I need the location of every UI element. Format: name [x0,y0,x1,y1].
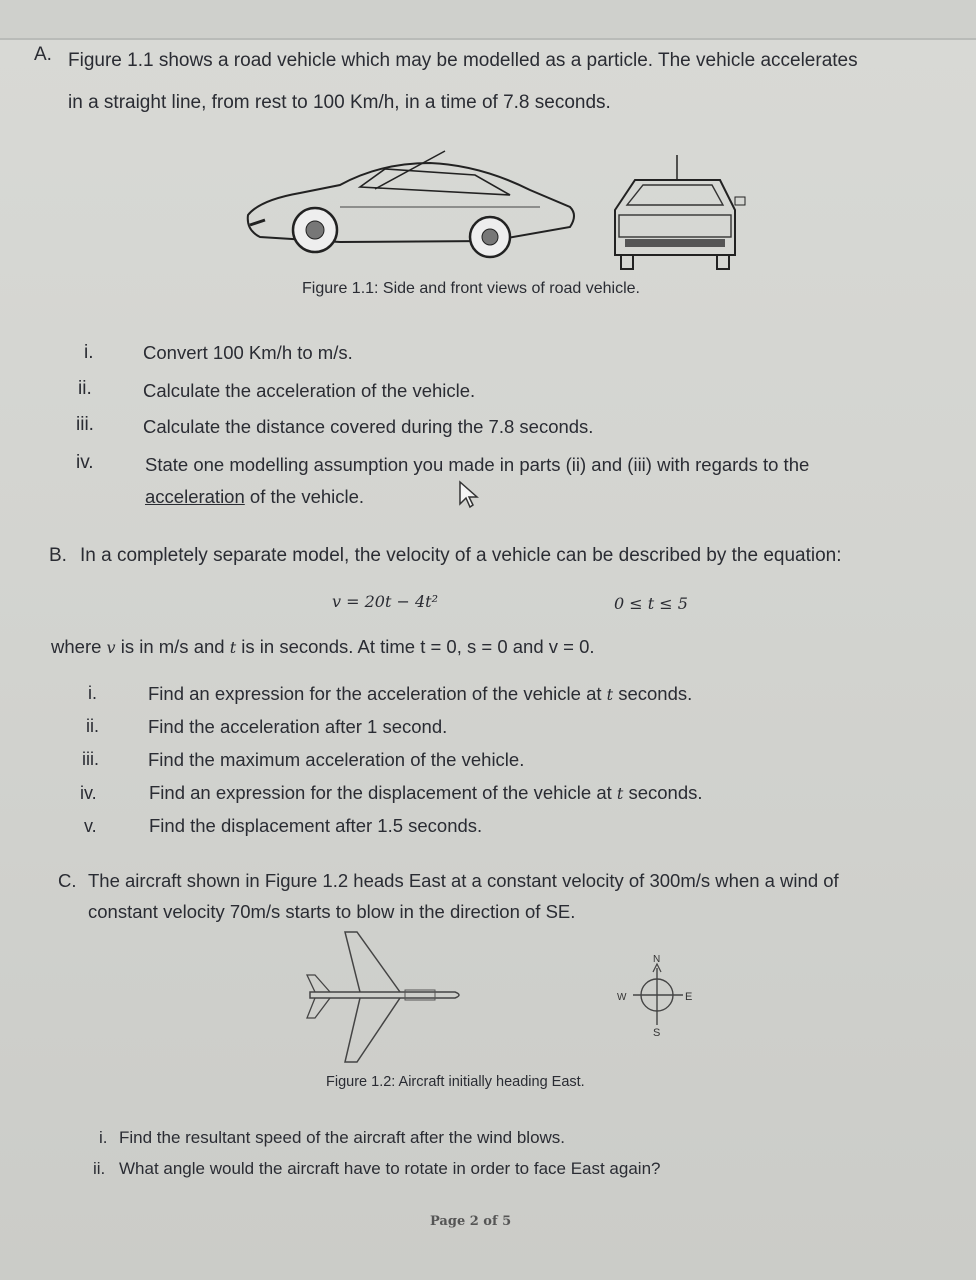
b-item-1-pre: Find an expression for the acceleration of the vehicle at [148,683,602,704]
b-item-3-number: iii. [82,749,99,769]
time-domain: 0 ≤ t ≤ 5 [614,594,688,613]
a-item-3-number: iii. [76,414,94,435]
c-item-1-number: i. [99,1128,108,1147]
c-item-1-text: Find the resultant speed of the aircraft after the wind blows. [119,1128,566,1147]
figure-1-1-caption: Figure 1.1: Side and front views of road vehicle. [302,280,640,297]
b-item-2-text: Find the acceleration after 1 second. [148,716,448,737]
b-item-1-post: seconds. [618,683,693,704]
section-c-line-1: The aircraft shown in Figure 1.2 heads East at a constant velocity of 300m/s when a wind of [88,870,839,891]
aircraft-illustration [305,930,465,1070]
a-item-1-text: Convert 100 Km/h to m/s. [143,342,353,363]
mouse-cursor-icon [458,480,480,508]
a-item-1-number: i. [84,342,94,363]
b-item-5-text: Find the displacement after 1.5 seconds. [149,815,483,836]
page-number-footer: Page 2 of 5 [430,1214,512,1229]
a-item-4-text: State one modelling assumption you made in parts (ii) and (iii) with regards to the [145,454,810,475]
compass-s-label: S [653,1027,661,1039]
b-item-4-var: t [616,784,624,803]
c-item-2-text: What angle would the aircraft have to rotate in order to face East again? [119,1159,661,1178]
car-front-view-illustration [605,155,750,270]
b-item-4-number: iv. [80,783,97,803]
acceleration-underlined-word: acceleration [145,486,245,507]
where-text-2: is in m/s and [120,636,225,657]
a-item-3-text: Calculate the distance covered during the 7.8 seconds. [143,416,594,437]
velocity-equation: v = 20t − 4t² [332,592,439,611]
compass-rose-icon [615,950,705,1040]
a-item-4-number: iv. [76,452,94,473]
section-b-where-statement [51,636,595,658]
compass-e-label: E [685,991,693,1003]
a-item-2-number: ii. [78,378,92,399]
section-a-label: A. [34,44,52,65]
b-item-5-number: v. [84,816,97,836]
where-var-v: v [106,638,116,657]
b-item-2-number: ii. [86,716,99,736]
section-a-line-2: in a straight line, from rest to 100 Km/h, in a time of 7.8 seconds. [68,92,611,113]
c-item-2-number: ii. [93,1159,106,1178]
car-side-view-illustration [240,145,585,260]
b-item-4-post: seconds. [628,782,703,803]
compass-w-label: W [617,992,627,1003]
where-text-3: is in seconds. At time t = 0, s = 0 and v = 0. [241,636,595,657]
a-item-2-text: Calculate the acceleration of the vehicle. [143,380,476,401]
compass-n-label: N [653,954,661,965]
b-item-4-text [149,782,703,804]
b-item-3-text: Find the maximum acceleration of the vehicle. [148,749,525,770]
where-text-1: where [51,636,102,657]
section-c-label: C. [58,870,77,891]
b-item-1-var: t [606,685,614,704]
b-item-1-number: i. [88,683,97,703]
where-var-t: t [229,638,237,657]
a-item-4-text-line-2 [145,486,364,508]
section-b-label: B. [49,545,67,566]
b-item-4-pre: Find an expression for the displacement of the vehicle at [149,782,612,803]
section-b-intro: In a completely separate model, the velocity of a vehicle can be described by the equation: [80,545,842,566]
a-item-4-text-rest: of the vehicle. [244,486,365,507]
section-c-line-2: constant velocity 70m/s starts to blow in the direction of SE. [88,901,576,922]
section-a-line-1: Figure 1.1 shows a road vehicle which may be modelled as a particle. The vehicle accelerates [68,50,858,71]
figure-1-2-caption: Figure 1.2: Aircraft initially heading East. [326,1074,585,1090]
b-item-1-text [148,683,692,705]
